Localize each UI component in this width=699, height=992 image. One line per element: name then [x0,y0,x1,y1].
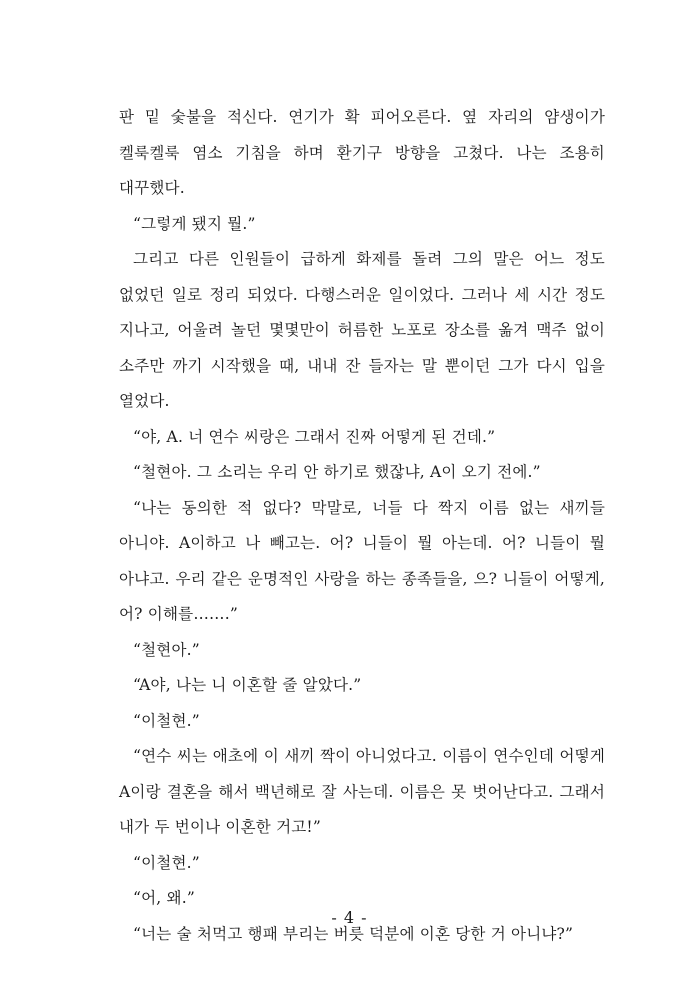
dialogue-line: “어, 왜.” [133,889,195,907]
paragraph: 판 밑 숯불을 적신다. 연기가 확 피어오른다. 옆 자리의 얌생이가 켈룩켈룩 염소 기침을 하며 환기구 방향을 고쳤다. 나는 조용히 대꾸했다. [119,108,605,197]
dialogue-line: “철현아.” [133,640,200,659]
paragraph: 그리고 다른 인원들이 급하게 화제를 돌려 그의 말은 어느 정도 없었던 일로 정리 되었다. 다행스러운 일이었다. 그러나 세 시간 정도 지나고, 어울려 놀던 몇몇만이 허름한 노포로 장소를 옮겨 맥주 없이 소주만 까기 시작했을 때, 내내 잔 들자는 말 뿐이던 그가 다시 입을 열었다. [119,250,605,410]
dialogue-line: “이철현.” [133,711,200,730]
dialogue-line: “너는 술 처먹고 행패 부리는 버릇 덕분에 이혼 당한 거 아니냐?” [133,924,574,943]
dialogue-line: “연수 씨는 애초에 이 새끼 짝이 아니었다고. 이름이 연수인데 어떻게 A이랑 결혼을 해서 백년해로 잘 사는데. 이름은 못 벗어난다고. 그래서 내가 두 번이나 이혼한 거고!” [119,747,605,836]
page-number: - 4 - [331,908,368,927]
dialogue-line: “야, A. 너 연수 씨랑은 그래서 진짜 어떻게 된 건데.” [133,427,496,446]
dialogue-line: “이철현.” [133,853,200,872]
dialogue-line: “그렇게 됐지 뭘.” [133,214,256,233]
dialogue-line: “나는 동의한 적 없다? 막말로, 너들 다 짝지 이름 없는 새끼들 아니야. A이하고 나 빼고는. 어? 니들이 뭘 아는데. 어? 니들이 뭘 아냐고. 우리 같은 운명적인 사랑을 하는 종족들을, 으? 니들이 어떻게, 어? 이해를…….” [119,498,605,623]
dialogue-line: “철현아. 그 소리는 우리 안 하기로 했잖냐, A이 오기 전에.” [133,463,541,481]
dialogue-line: “A야, 나는 니 이혼할 줄 알았다.” [133,676,362,694]
body-text [119,100,605,952]
